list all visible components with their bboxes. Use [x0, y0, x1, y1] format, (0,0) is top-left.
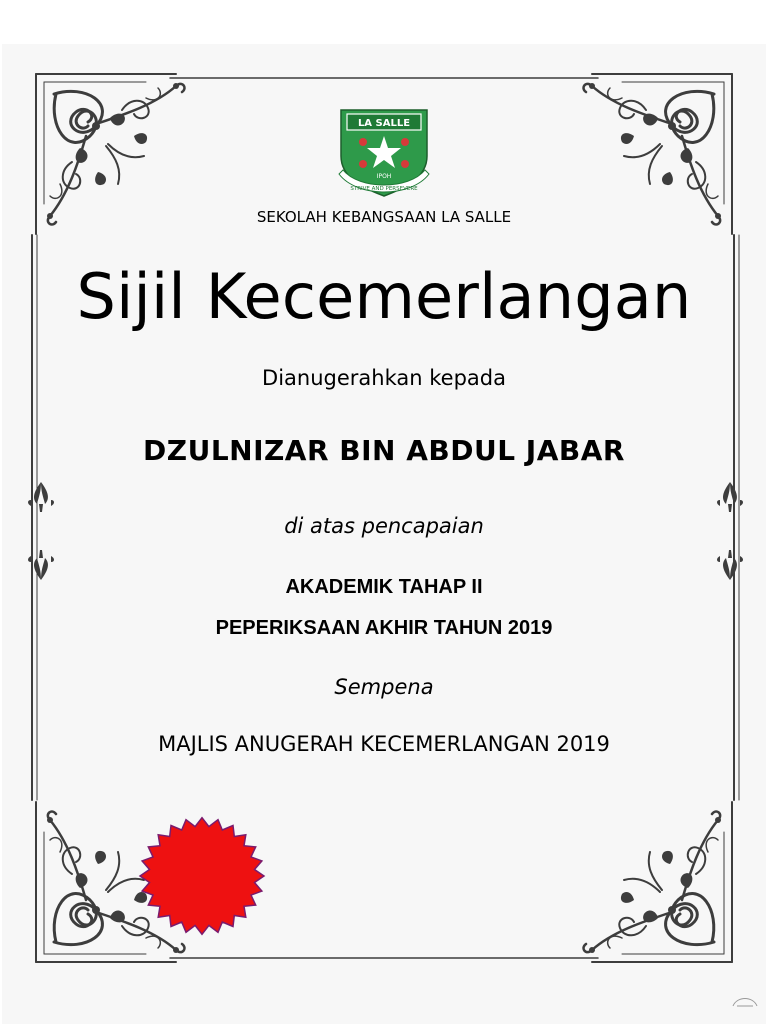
certificate-title: Sijil Kecemerlangan [76, 260, 692, 333]
logo-rose-icon [359, 138, 367, 146]
red-seal-icon [135, 814, 269, 938]
corner-ornament-bottom-right [584, 802, 732, 962]
awarded-to-label: Dianugerahkan kepada [262, 366, 506, 390]
occasion-label: Sempena [334, 675, 434, 699]
achievement-line-2: PEPERIKSAAN AKHIR TAHUN 2019 [215, 617, 553, 639]
logo-rose-icon [359, 160, 367, 168]
logo-motto-text: STRIVE AND PERSEVERE [350, 186, 418, 192]
school-logo [333, 104, 435, 200]
logo-banner-text: LA SALLE [357, 118, 411, 129]
achievement-line-1: AKADEMIK TAHAP II [285, 576, 483, 598]
recipient-name: DZULNIZAR BIN ABDUL JABAR [143, 434, 625, 467]
watermark-icon [731, 994, 759, 1008]
logo-city-text: IPOH [376, 173, 392, 180]
achievement-intro: di atas pencapaian [284, 514, 484, 538]
school-name: SEKOLAH KEBANGSAAN LA SALLE [256, 208, 512, 226]
logo-rose-icon [401, 138, 409, 146]
event-name: MAJLIS ANUGERAH KECEMERLANGAN 2019 [158, 732, 610, 756]
logo-rose-icon [401, 160, 409, 168]
seal-starburst [140, 818, 264, 935]
